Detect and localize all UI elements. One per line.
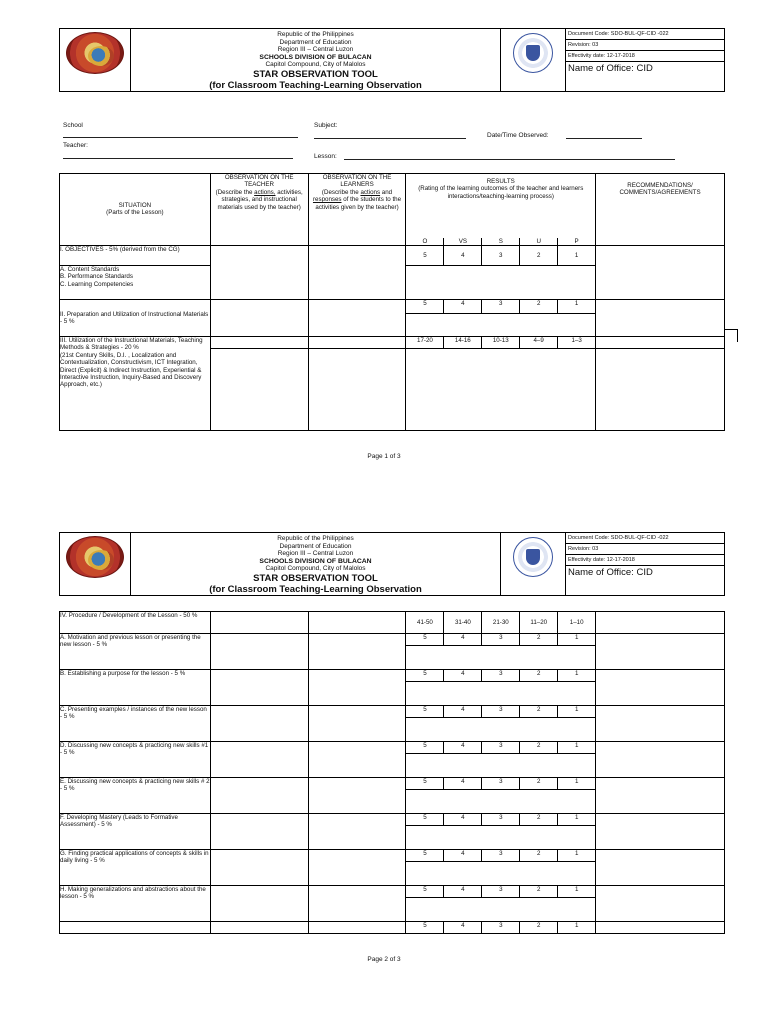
score-cell[interactable]: 1 <box>558 299 596 313</box>
item-recommend-cell[interactable] <box>596 634 725 670</box>
lesson-field[interactable] <box>344 159 675 160</box>
rating-u: U <box>520 238 558 246</box>
subject-field[interactable] <box>314 138 466 139</box>
score-cell[interactable]: 2 <box>520 634 558 646</box>
procedure-item: G. Finding practical applications of concepts & skills in daily living - 5 % <box>60 850 211 886</box>
score-cell[interactable]: 1 <box>558 670 596 682</box>
procedure-item: E. Discussing new concepts & practicing new skills # 2 - 5 % <box>60 778 211 814</box>
office-name: Name of Office: CID <box>568 567 653 578</box>
procedure-item: D. Discussing new concepts & practicing new skills #1 - 5 % <box>60 742 211 778</box>
item-teacher-cell[interactable] <box>210 706 308 742</box>
score-cell[interactable]: 2 <box>520 922 558 934</box>
score-cell[interactable]: 1 <box>558 742 596 754</box>
score-cell[interactable]: 2 <box>520 814 558 826</box>
row-preparation: II. Preparation and Utilization of Instructional Materials - 5 % <box>60 299 211 336</box>
score-cell[interactable]: 4 <box>444 850 482 862</box>
recommendations-header: RECOMMENDATIONS/ COMMENTS/AGREEMENTS <box>596 174 725 246</box>
deped-logo-cell <box>501 29 566 92</box>
header-department: Department of Education <box>279 38 352 46</box>
score-cell[interactable]: 5 <box>406 814 444 826</box>
score-cell[interactable]: 1 <box>558 814 596 826</box>
score-cell[interactable]: 2 <box>520 706 558 718</box>
document-title: STAR OBSERVATION TOOL <box>253 68 378 80</box>
item-recommend-cell[interactable] <box>596 742 725 778</box>
score-cell[interactable]: 5 <box>406 850 444 862</box>
score-cell[interactable]: 1 <box>558 634 596 646</box>
score-cell[interactable]: 1 <box>558 886 596 898</box>
score-cell[interactable]: 5 <box>406 670 444 682</box>
objectives-result-space[interactable] <box>406 265 596 299</box>
score-cell[interactable]: 21-30 <box>482 612 520 634</box>
item-teacher-cell[interactable] <box>210 778 308 814</box>
preparation-recommend-cell[interactable] <box>596 299 725 336</box>
teacher-label: Teacher: <box>63 142 88 149</box>
item-teacher-cell[interactable] <box>210 634 308 670</box>
objectives-learners-cell[interactable] <box>308 245 406 299</box>
page2-observation-table <box>59 611 725 934</box>
procedure-item: F. Developing Mastery (Leads to Formative Assessment) - 5 % <box>60 814 211 850</box>
obs-learners-header: OBSERVATION ON THE LEARNERS (Describe the actions and responses of the students to the activities given by the teacher) <box>308 174 406 246</box>
score-cell[interactable]: 3 <box>482 778 520 790</box>
score-cell[interactable]: 3 <box>482 850 520 862</box>
procedure-recommend-cell[interactable] <box>596 612 725 634</box>
header-department: Department of Education <box>279 542 352 550</box>
item-recommend-cell[interactable] <box>596 814 725 850</box>
score-cell[interactable]: 4 <box>444 922 482 934</box>
rating-vs: VS <box>444 238 482 246</box>
obs-teacher-header: OBSERVATION ON THE TEACHER (Describe the actions, activities, strategies, and instructional materials used by the teacher) <box>210 174 308 246</box>
row-utilization: III. Utilization of the Instructional Materials, Teaching Methods & Strategies - 20 % (21st Century Skills, D.I. , Localization and Contextualization, Constructivism, ICT Integration, Direct (Explicit) & Indirect Instruction, Experiential & Interactive Instruction, Inquiry-Based and Discovery Approach, etc.) <box>60 336 211 430</box>
score-cell[interactable]: 5 <box>406 742 444 754</box>
score-cell[interactable]: 3 <box>482 742 520 754</box>
document-subtitle: (for Classroom Teaching-Learning Observation <box>209 583 422 595</box>
score-cell[interactable]: 5 <box>406 634 444 646</box>
procedure-item: A. Motivation and previous lesson or presenting the new lesson - 5 % <box>60 634 211 670</box>
procedure-item: H. Making generalizations and abstractions about the lesson - 5 % <box>60 886 211 922</box>
score-cell[interactable]: 31-40 <box>444 612 482 634</box>
score-cell[interactable]: 1 <box>558 922 596 934</box>
score-cell[interactable]: 4 <box>444 742 482 754</box>
score-cell[interactable]: 5 <box>406 922 444 934</box>
score-cell[interactable]: 4 <box>444 886 482 898</box>
page2-number: Page 2 of 3 <box>367 956 401 963</box>
item-learners-cell[interactable] <box>308 742 406 778</box>
header-region: Region III – Central Luzon <box>277 46 354 53</box>
utilization-learners-top[interactable] <box>308 336 406 348</box>
lesson-label: Lesson: <box>314 153 337 160</box>
doc-effectivity: Effectivity date: 12-17-2018 <box>566 555 724 566</box>
table-overhang-edge <box>737 329 738 342</box>
item-recommend-cell[interactable] <box>596 886 725 922</box>
bulacan-seal-icon <box>66 536 124 578</box>
score-cell[interactable]: 2 <box>520 742 558 754</box>
page1-observation-table <box>59 173 725 431</box>
school-label: School <box>63 122 83 129</box>
item-learners-cell[interactable] <box>308 634 406 670</box>
header-republic: Republic of the Philippines <box>277 31 354 38</box>
score-cell[interactable]: 4 <box>444 670 482 682</box>
item-result-space[interactable] <box>406 646 596 670</box>
score-cell[interactable]: 1–10 <box>558 612 596 634</box>
teacher-field[interactable] <box>63 158 293 159</box>
utilization-teacher-cell[interactable] <box>210 348 308 430</box>
score-cell[interactable]: 3 <box>482 706 520 718</box>
doc-code: Document Code: SDO-BUL-QF-CID -022 <box>566 533 724 544</box>
score-cell[interactable]: 3 <box>482 634 520 646</box>
item-teacher-cell[interactable] <box>210 670 308 706</box>
school-field[interactable] <box>63 137 298 138</box>
item-recommend-cell[interactable] <box>596 850 725 886</box>
score-cell[interactable]: 3 <box>482 886 520 898</box>
score-cell[interactable]: 2 <box>520 778 558 790</box>
item-learners-cell[interactable] <box>308 706 406 742</box>
score-cell[interactable]: 2 <box>520 245 558 265</box>
rating-s: S <box>482 238 520 246</box>
item-recommend-cell[interactable] <box>596 706 725 742</box>
score-cell[interactable]: 1 <box>558 850 596 862</box>
score-cell[interactable]: 14-16 <box>444 336 482 348</box>
header-republic: Republic of the Philippines <box>277 535 354 542</box>
table-overhang-line <box>725 329 737 330</box>
preparation-learners-cell[interactable] <box>308 299 406 336</box>
procedure-learners-cell[interactable] <box>308 612 406 634</box>
procedure-item-empty[interactable] <box>60 922 211 934</box>
score-cell[interactable]: 4 <box>444 299 482 313</box>
bulacan-logo-cell <box>60 533 131 596</box>
utilization-teacher-top[interactable] <box>210 336 308 348</box>
item-recommend-cell[interactable] <box>596 670 725 706</box>
procedure-teacher-cell[interactable] <box>210 612 308 634</box>
row-objectives: I. OBJECTIVES - 5% (derived from the CG) <box>60 245 211 265</box>
bulacan-logo-cell <box>60 29 131 92</box>
header-division: SCHOOLS DIVISION OF BULACAN <box>259 557 372 565</box>
row-procedure: IV. Procedure / Development of the Lesson - 50 % <box>60 612 211 634</box>
item-result-space[interactable] <box>406 898 596 922</box>
score-cell[interactable]: 17-20 <box>406 336 444 348</box>
bulacan-seal-icon <box>66 32 124 74</box>
score-cell[interactable]: 2 <box>520 299 558 313</box>
rating-o: O <box>406 238 444 246</box>
header-center <box>131 533 501 596</box>
office-name: Name of Office: CID <box>568 63 653 74</box>
score-cell[interactable]: 4 <box>444 634 482 646</box>
score-cell[interactable]: 5 <box>406 245 444 265</box>
item-learners-cell[interactable] <box>308 886 406 922</box>
score-cell[interactable]: 4 <box>444 706 482 718</box>
item-result-space[interactable] <box>406 862 596 886</box>
situation-header: SITUATION (Parts of the Lesson) <box>60 174 211 246</box>
item-result-space[interactable] <box>406 682 596 706</box>
page2-header <box>59 532 725 596</box>
doc-info <box>566 533 725 596</box>
score-cell[interactable]: 4–9 <box>520 336 558 348</box>
page1-header <box>59 28 725 92</box>
doc-code: Document Code: SDO-BUL-QF-CID -022 <box>566 29 724 40</box>
score-cell[interactable]: 1 <box>558 778 596 790</box>
score-cell[interactable]: 2 <box>520 670 558 682</box>
item-result-space[interactable] <box>406 754 596 778</box>
item-learners-cell[interactable] <box>308 778 406 814</box>
preparation-teacher-cell[interactable] <box>210 299 308 336</box>
procedure-item: C. Presenting examples / instances of the new lesson - 5 % <box>60 706 211 742</box>
deped-logo-cell <box>501 533 566 596</box>
datetime-field[interactable] <box>566 138 642 139</box>
score-cell[interactable]: 41-50 <box>406 612 444 634</box>
header-division: SCHOOLS DIVISION OF BULACAN <box>259 53 372 61</box>
score-cell[interactable]: 2 <box>520 850 558 862</box>
item-recommend-cell[interactable] <box>596 922 725 934</box>
item-teacher-cell[interactable] <box>210 742 308 778</box>
objectives-teacher-cell[interactable] <box>210 245 308 299</box>
preparation-result-space[interactable] <box>406 313 596 336</box>
item-result-space[interactable] <box>406 718 596 742</box>
score-cell[interactable]: 2 <box>520 886 558 898</box>
subject-label: Subject: <box>314 122 338 129</box>
score-cell[interactable]: 3 <box>482 670 520 682</box>
item-teacher-cell[interactable] <box>210 922 308 934</box>
item-teacher-cell[interactable] <box>210 886 308 922</box>
item-recommend-cell[interactable] <box>596 778 725 814</box>
doc-info <box>566 29 725 92</box>
score-cell[interactable]: 5 <box>406 299 444 313</box>
results-header: RESULTS (Rating of the learning outcomes of the teacher and learners interactions/teaching-learning process) <box>406 174 596 238</box>
item-teacher-cell[interactable] <box>210 814 308 850</box>
score-cell[interactable]: 4 <box>444 814 482 826</box>
deped-seal-icon <box>513 537 553 577</box>
score-cell[interactable]: 1 <box>558 245 596 265</box>
score-cell[interactable]: 5 <box>406 706 444 718</box>
header-center <box>131 29 501 92</box>
score-cell[interactable]: 1–3 <box>558 336 596 348</box>
row-objective-standards: A. Content Standards B. Performance Standards C. Learning Competencies <box>60 265 211 299</box>
item-teacher-cell[interactable] <box>210 850 308 886</box>
score-cell[interactable]: 3 <box>482 814 520 826</box>
score-cell[interactable]: 4 <box>444 778 482 790</box>
score-cell[interactable]: 10-13 <box>482 336 520 348</box>
procedure-item: B. Establishing a purpose for the lesson - 5 % <box>60 670 211 706</box>
score-cell[interactable]: 11–20 <box>520 612 558 634</box>
page1-number: Page 1 of 3 <box>367 453 401 460</box>
item-result-space[interactable] <box>406 790 596 814</box>
utilization-learners-cell[interactable] <box>308 348 406 430</box>
item-learners-cell[interactable] <box>308 670 406 706</box>
doc-effectivity: Effectivity date: 12-17-2018 <box>566 51 724 62</box>
score-cell[interactable]: 1 <box>558 706 596 718</box>
item-result-space[interactable] <box>406 826 596 850</box>
item-learners-cell[interactable] <box>308 814 406 850</box>
datetime-label: Date/Time Observed: <box>487 132 549 139</box>
doc-revision: Revision: 03 <box>566 40 724 51</box>
score-cell[interactable]: 3 <box>482 922 520 934</box>
score-cell[interactable]: 5 <box>406 778 444 790</box>
utilization-recommend-cell[interactable] <box>596 348 725 430</box>
deped-seal-icon <box>513 33 553 73</box>
item-learners-cell[interactable] <box>308 850 406 886</box>
score-cell[interactable]: 5 <box>406 886 444 898</box>
header-address: Capitol Compound, City of Malolos <box>265 565 366 572</box>
utilization-result-space[interactable] <box>406 348 596 430</box>
utilization-recommend-top[interactable] <box>596 336 725 348</box>
document-subtitle: (for Classroom Teaching-Learning Observation <box>209 79 422 91</box>
score-cell[interactable]: 4 <box>444 245 482 265</box>
doc-revision: Revision: 03 <box>566 544 724 555</box>
rating-p: P <box>558 238 596 246</box>
item-learners-cell[interactable] <box>308 922 406 934</box>
score-cell[interactable]: 3 <box>482 245 520 265</box>
document-title: STAR OBSERVATION TOOL <box>253 572 378 584</box>
score-cell[interactable]: 3 <box>482 299 520 313</box>
objectives-recommend-cell[interactable] <box>596 245 725 299</box>
header-address: Capitol Compound, City of Malolos <box>265 61 366 68</box>
header-region: Region III – Central Luzon <box>277 550 354 557</box>
